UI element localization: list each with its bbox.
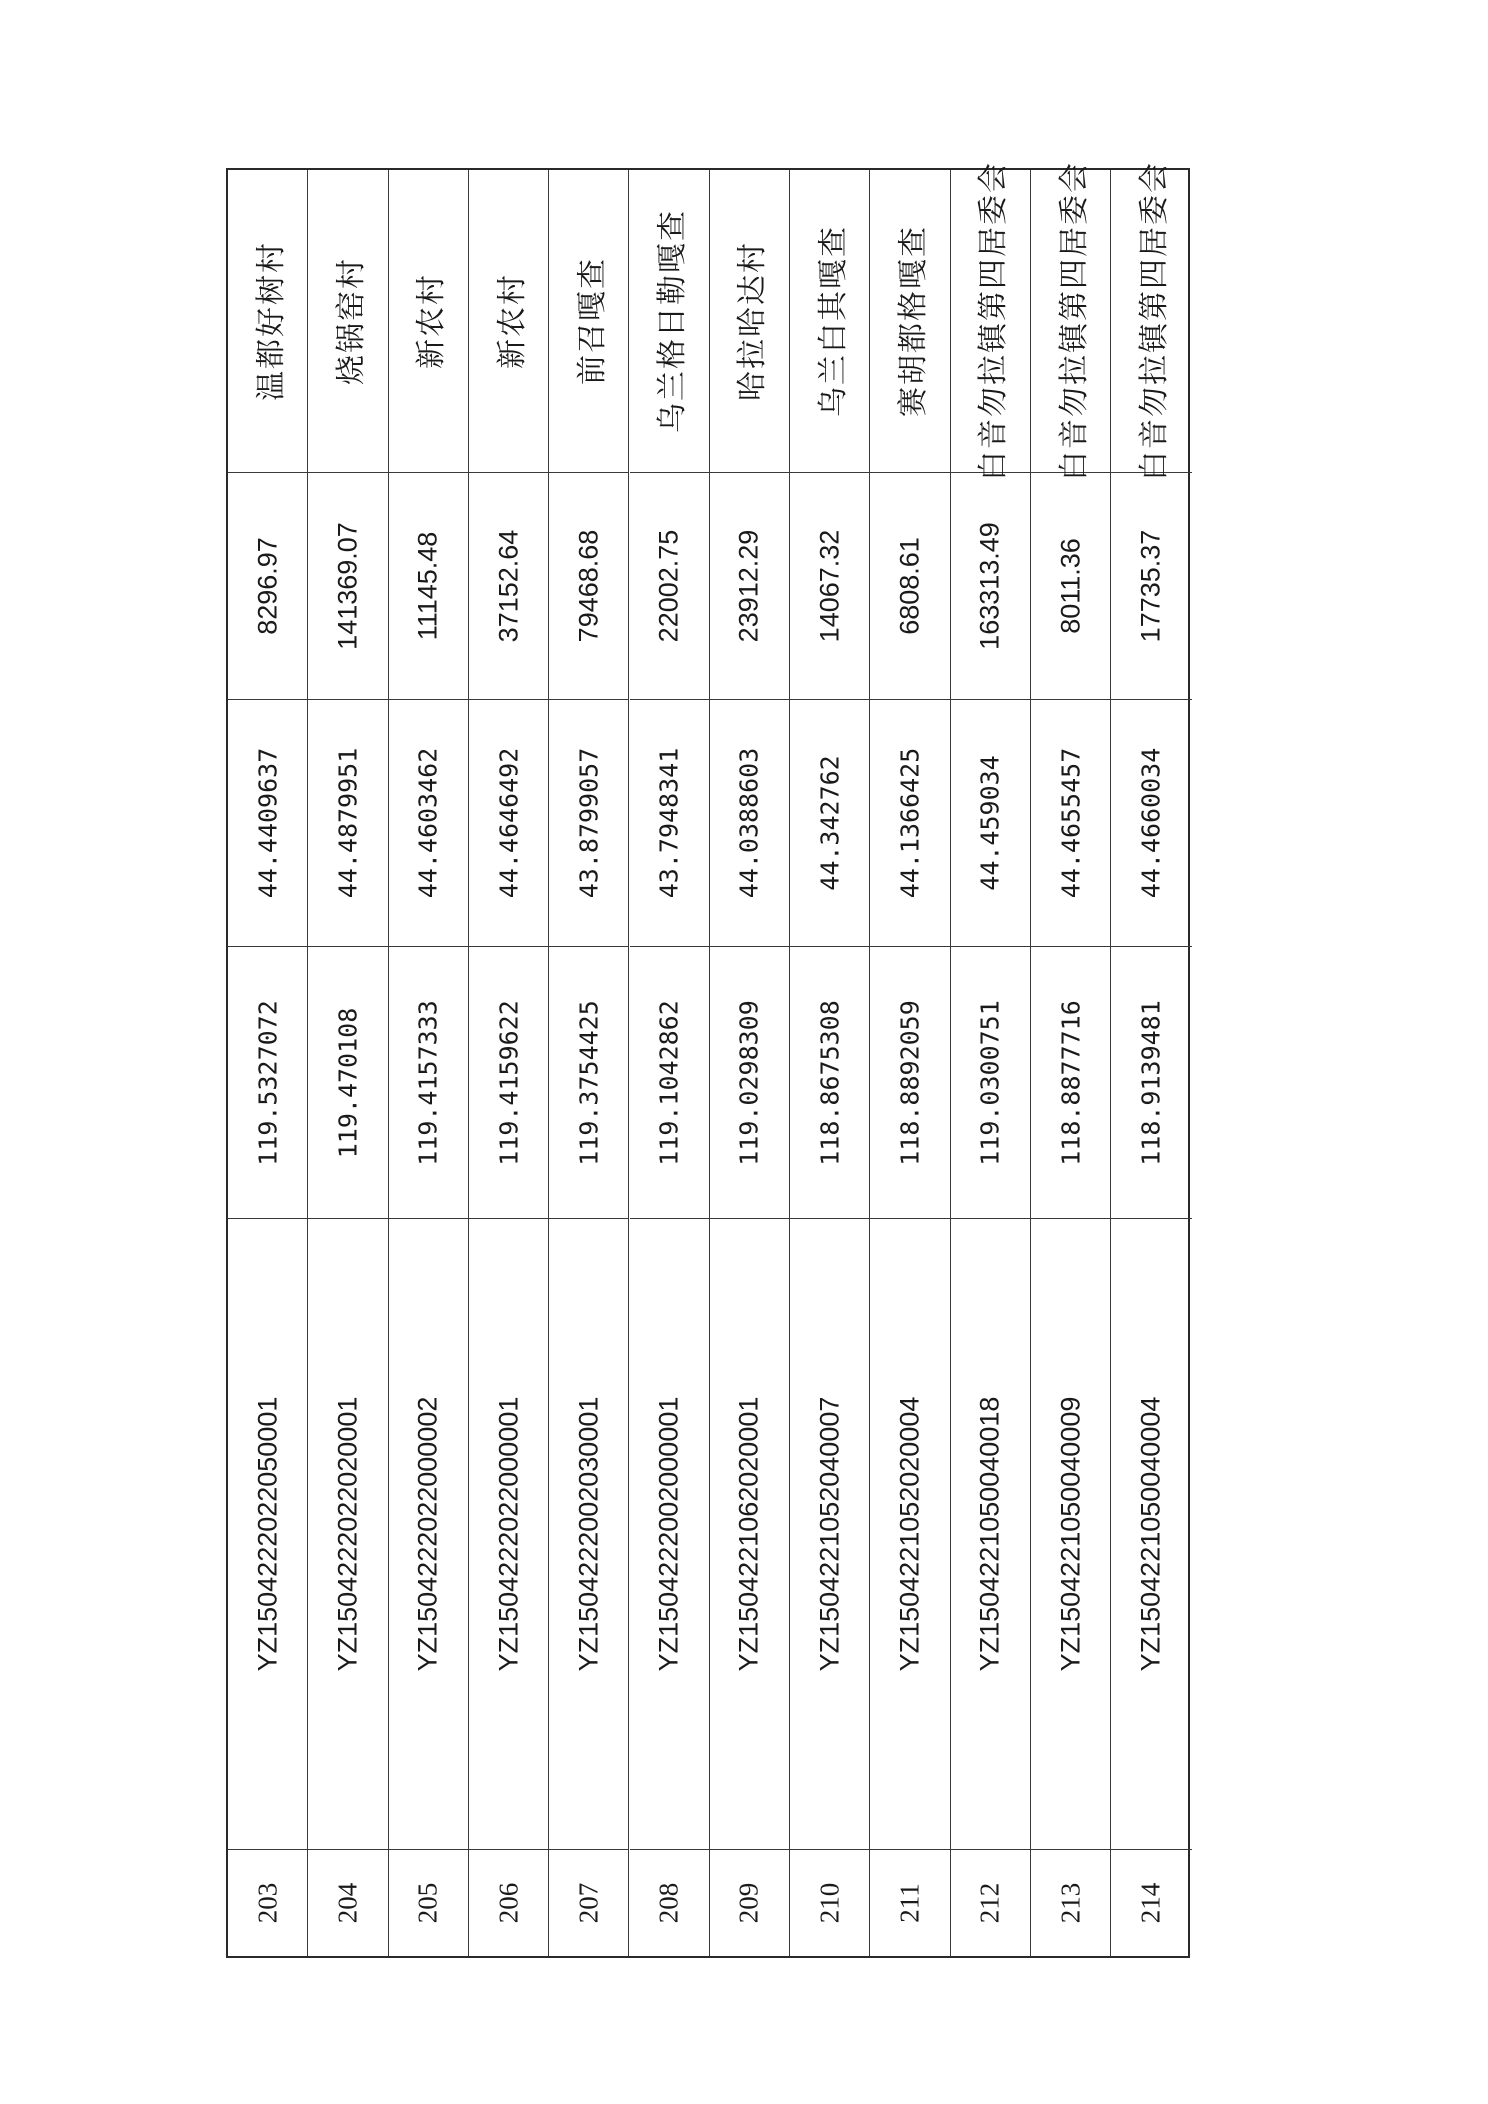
code-text: YZ1504222022000001 <box>493 1396 524 1672</box>
name-text: 前召嘎查 <box>574 257 610 385</box>
index-text: 208 <box>653 1882 684 1924</box>
table-row <box>228 170 308 1956</box>
name-text: 赛胡都格嘎查 <box>896 225 932 417</box>
table-row <box>630 170 710 1956</box>
cell-longitude <box>630 947 709 1219</box>
index-text: 210 <box>814 1882 845 1924</box>
cell-area <box>1111 473 1191 700</box>
area-text: 17735.37 <box>1135 529 1166 643</box>
cell-index <box>228 1850 307 1956</box>
cell-name <box>469 170 548 473</box>
latitude-text: 44.342762 <box>815 755 845 891</box>
data-table <box>226 161 1190 1958</box>
longitude-text: 119.0300751 <box>975 999 1005 1166</box>
name-text: 新农村 <box>414 273 450 369</box>
cell-longitude <box>549 947 628 1219</box>
table-row <box>1031 161 1111 1956</box>
cell-name <box>1031 161 1110 481</box>
name-text: 哈拉哈达村 <box>735 241 771 401</box>
name-text: 新农村 <box>494 273 530 369</box>
longitude-text: 118.8892059 <box>895 999 925 1166</box>
cell-name <box>790 170 869 473</box>
cell-area <box>469 473 548 700</box>
latitude-text: 44.0388603 <box>734 747 764 899</box>
longitude-text: 118.9139481 <box>1136 999 1166 1166</box>
table-row <box>1111 161 1191 1956</box>
area-text: 22002.75 <box>653 529 684 643</box>
table-row <box>790 170 870 1956</box>
cell-name <box>710 170 789 473</box>
cell-latitude <box>870 700 949 947</box>
longitude-text: 119.4157333 <box>413 999 443 1166</box>
area-text: 79468.68 <box>573 529 604 643</box>
cell-latitude <box>951 700 1030 947</box>
latitude-text: 44.4646492 <box>494 747 524 899</box>
area-text: 141369.07 <box>332 522 363 650</box>
name-text: 白音勿拉镇第四居委会 <box>976 161 1012 481</box>
cell-area <box>308 473 387 700</box>
name-text: 白音勿拉镇第四居委会 <box>1137 161 1173 481</box>
table-row <box>389 170 469 1956</box>
index-text: 214 <box>1135 1882 1166 1924</box>
latitude-text: 44.4655457 <box>1056 747 1086 899</box>
cell-index <box>1111 1850 1191 1956</box>
cell-code <box>951 1219 1030 1850</box>
cell-latitude <box>630 700 709 947</box>
code-text: YZ1504221050040018 <box>974 1396 1005 1672</box>
cell-latitude <box>710 700 789 947</box>
code-text: YZ1504222002000001 <box>653 1396 684 1672</box>
code-text: YZ1504221050040009 <box>1055 1396 1086 1672</box>
cell-index <box>389 1850 468 1956</box>
code-text: YZ1504222022020001 <box>332 1396 363 1672</box>
code-text: YZ1504221050040004 <box>1135 1396 1166 1672</box>
index-text: 213 <box>1055 1882 1086 1924</box>
cell-index <box>630 1850 709 1956</box>
cell-code <box>389 1219 468 1850</box>
cell-code <box>549 1219 628 1850</box>
table-row <box>469 170 549 1956</box>
cell-code <box>1031 1219 1110 1850</box>
cell-area <box>951 473 1030 700</box>
cell-latitude <box>308 700 387 947</box>
longitude-text: 119.4159622 <box>494 999 524 1166</box>
name-text: 乌兰格日勒嘎查 <box>655 209 691 433</box>
name-text: 烧锅窑村 <box>333 257 369 385</box>
longitude-text: 119.3754425 <box>574 999 604 1166</box>
cell-index <box>870 1850 949 1956</box>
cell-code <box>228 1219 307 1850</box>
longitude-text: 119.1042862 <box>654 999 684 1166</box>
cell-index <box>710 1850 789 1956</box>
cell-area <box>228 473 307 700</box>
cell-area <box>1031 473 1110 700</box>
cell-area <box>389 473 468 700</box>
longitude-text: 119.5327072 <box>253 999 283 1166</box>
latitude-text: 44.1366425 <box>895 747 925 899</box>
cell-area <box>790 473 869 700</box>
cell-longitude <box>951 947 1030 1219</box>
area-text: 11145.48 <box>412 531 443 641</box>
area-text: 6808.61 <box>894 537 925 635</box>
table-row <box>951 161 1031 1956</box>
cell-name <box>951 161 1030 481</box>
cell-index <box>469 1850 548 1956</box>
cell-longitude <box>1111 947 1191 1219</box>
cell-longitude <box>870 947 949 1219</box>
area-text: 163313.49 <box>974 522 1005 650</box>
area-text: 8011.36 <box>1055 538 1086 634</box>
index-text: 205 <box>412 1882 443 1924</box>
area-text: 14067.32 <box>814 529 845 643</box>
name-text: 白音勿拉镇第四居委会 <box>1056 161 1092 481</box>
table-row <box>870 170 950 1956</box>
cell-code <box>710 1219 789 1850</box>
cell-name <box>228 170 307 473</box>
cell-code <box>790 1219 869 1850</box>
cell-latitude <box>228 700 307 947</box>
cell-name <box>630 170 709 473</box>
cell-latitude <box>549 700 628 947</box>
cell-index <box>790 1850 869 1956</box>
cell-index <box>308 1850 387 1956</box>
cell-latitude <box>1031 700 1110 947</box>
cell-longitude <box>308 947 387 1219</box>
latitude-text: 44.459034 <box>975 755 1005 891</box>
cell-longitude <box>389 947 468 1219</box>
cell-code <box>469 1219 548 1850</box>
table-row <box>308 170 388 1956</box>
index-text: 204 <box>332 1882 363 1924</box>
latitude-text: 43.7948341 <box>654 747 684 899</box>
index-text: 211 <box>894 1883 925 1923</box>
longitude-text: 119.470108 <box>333 1007 363 1158</box>
longitude-text: 118.8675308 <box>815 999 845 1166</box>
cell-name <box>389 170 468 473</box>
table-row <box>549 170 629 1956</box>
area-text: 23912.29 <box>733 529 764 643</box>
cell-name <box>870 170 949 473</box>
cell-code <box>870 1219 949 1850</box>
cell-longitude <box>710 947 789 1219</box>
index-text: 212 <box>974 1882 1005 1924</box>
cell-longitude <box>228 947 307 1219</box>
cell-longitude <box>790 947 869 1219</box>
name-text: 乌兰白其嘎查 <box>815 225 851 417</box>
latitude-text: 44.4603462 <box>413 747 443 899</box>
cell-latitude <box>1111 700 1191 947</box>
longitude-text: 118.8877716 <box>1056 999 1086 1166</box>
latitude-text: 44.4879951 <box>333 747 363 899</box>
index-text: 206 <box>493 1882 524 1924</box>
latitude-text: 43.8799057 <box>574 747 604 899</box>
area-text: 37152.64 <box>493 529 524 643</box>
cell-name <box>1111 161 1191 481</box>
index-text: 207 <box>573 1882 604 1924</box>
latitude-text: 44.4660034 <box>1136 747 1166 899</box>
cell-latitude <box>469 700 548 947</box>
cell-area <box>630 473 709 700</box>
cell-area <box>870 473 949 700</box>
code-text: YZ1504222022000002 <box>412 1396 443 1672</box>
index-text: 209 <box>733 1882 764 1924</box>
longitude-text: 119.0298309 <box>734 999 764 1166</box>
cell-index <box>951 1850 1030 1956</box>
cell-name <box>308 170 387 473</box>
cell-area <box>549 473 628 700</box>
table-row <box>710 170 790 1956</box>
area-text: 8296.97 <box>252 537 283 635</box>
cell-index <box>549 1850 628 1956</box>
code-text: YZ1504221052020004 <box>894 1396 925 1672</box>
code-text: YZ1504221062020001 <box>733 1396 764 1672</box>
cell-name <box>549 170 628 473</box>
cell-code <box>1111 1219 1191 1850</box>
cell-code <box>308 1219 387 1850</box>
cell-index <box>1031 1850 1110 1956</box>
cell-longitude <box>469 947 548 1219</box>
cell-latitude <box>389 700 468 947</box>
index-text: 203 <box>252 1882 283 1924</box>
code-text: YZ1504222022050001 <box>252 1396 283 1672</box>
cell-area <box>710 473 789 700</box>
cell-latitude <box>790 700 869 947</box>
cell-longitude <box>1031 947 1110 1219</box>
code-text: YZ1504222002030001 <box>573 1396 604 1672</box>
latitude-text: 44.4409637 <box>253 747 283 899</box>
cell-code <box>630 1219 709 1850</box>
name-text: 温都好树村 <box>253 241 289 401</box>
code-text: YZ1504221052040007 <box>814 1396 845 1672</box>
